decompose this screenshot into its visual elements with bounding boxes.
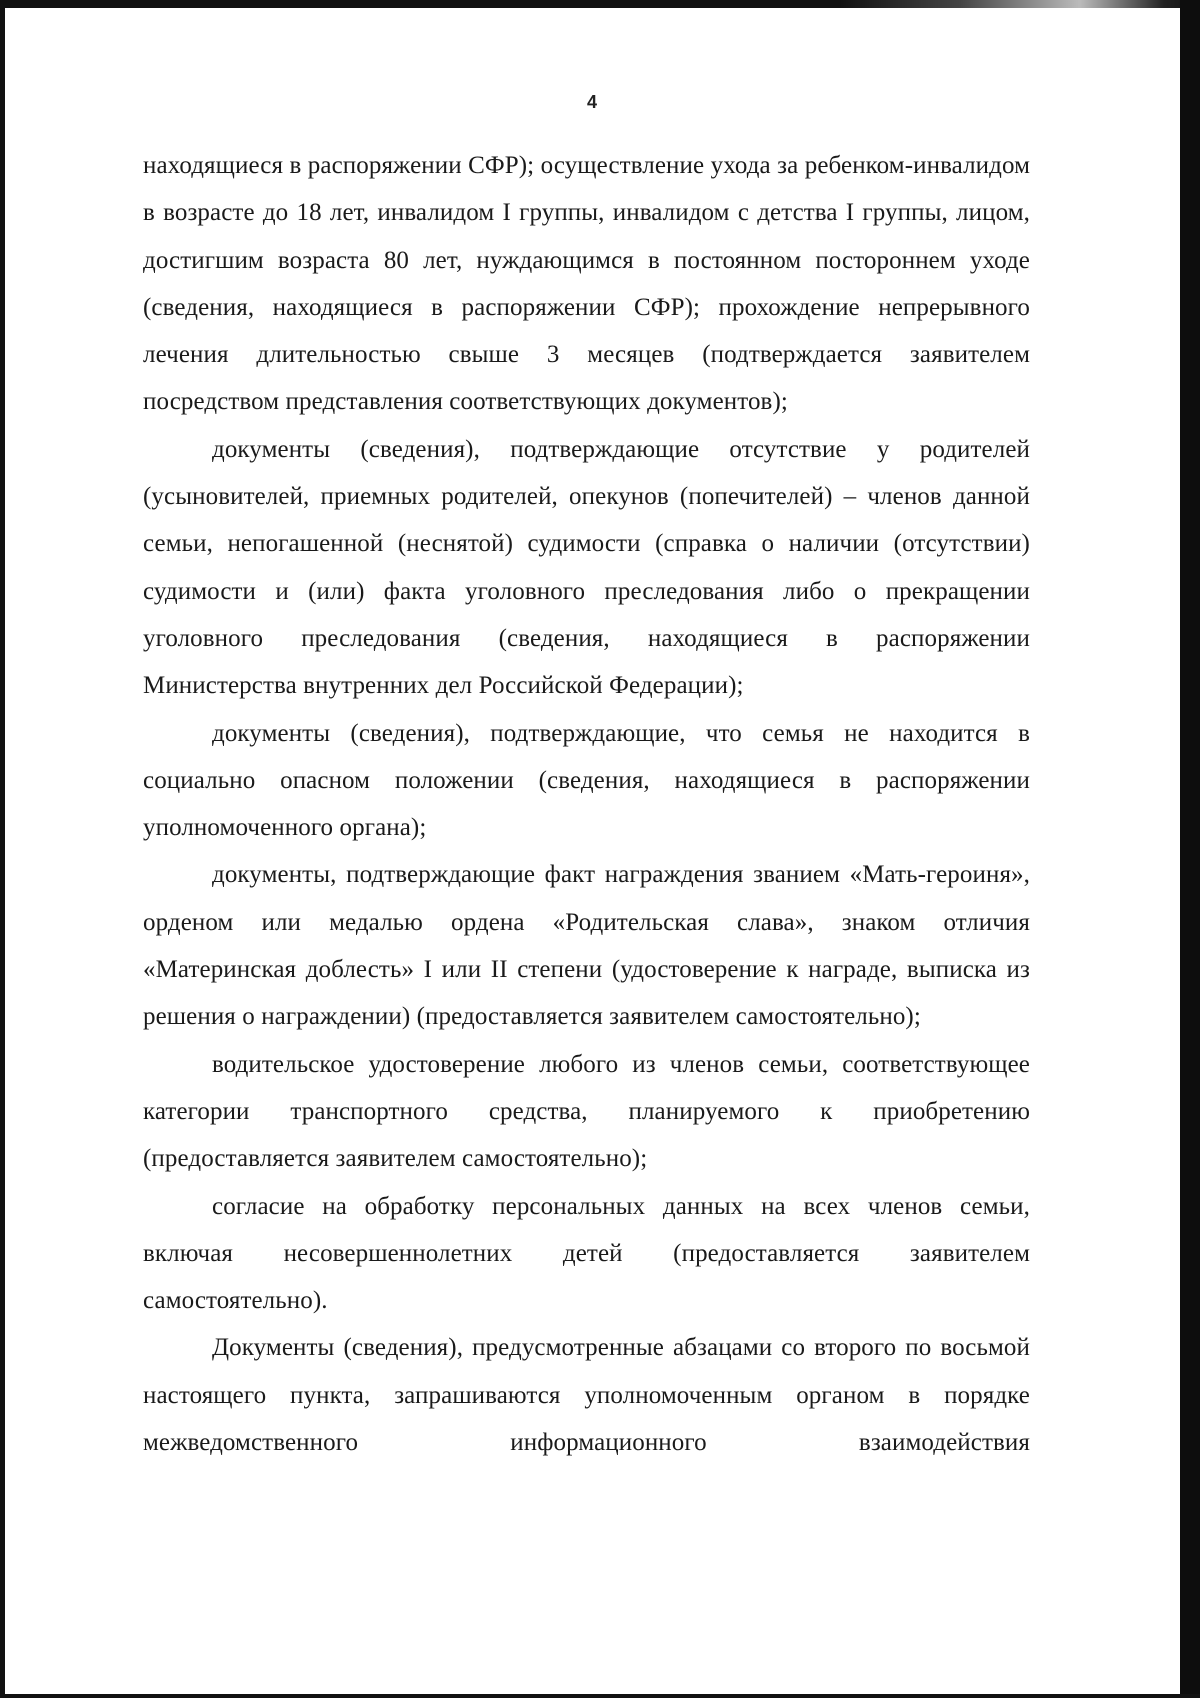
page-number: 4 — [586, 92, 597, 112]
paragraph-2: документы (сведения), подтверждающие отсутствие у родителей (усыновителей, приемных родителей, опекунов (попечителей) – членов данной семьи, непогашенной (неснятой) судимости (справка о наличии (отсутствии) судимости и (или) факта уголовного преследования либо о прекращении уголовного преследования (сведения, находящиеся в распоряжении Министерства внутренних дел Российской Федерации); — [143, 435, 1030, 700]
scan-border-right — [1180, 0, 1200, 1698]
paragraph-3: документы (сведения), подтверждающие, что семья не находится в социально опасном положении (сведения, находящиеся в распоряжении уполномоченного органа); — [143, 719, 1030, 842]
paragraph-7: Документы (сведения), предусмотренные абзацами со второго по восьмой настоящего пункта, запрашиваются уполномоченным органом в порядке межведомственного информационного взаимодействия — [143, 1334, 1030, 1457]
document-body — [143, 142, 1030, 1466]
scan-border-top — [0, 0, 1200, 8]
scan-border-bottom — [0, 1694, 1200, 1698]
paragraph-1: находящиеся в распоряжении СФР); осуществление ухода за ребенком-инвалидом в возрасте до 18 лет, инвалидом I группы, инвалидом с детства I группы, лицом, достигшим возраста 80 лет, нуждающимся в постоянном постороннем уходе (сведения, находящиеся в распоряжении СФР); прохождение непрерывного лечения длительностью свыше 3 месяцев (подтверждается заявителем посредством представления соответствующих документов); — [143, 152, 1030, 416]
paragraph-6: согласие на обработку персональных данных на всех членов семьи, включая несовершеннолетних детей (предоставляется заявителем самостоятельно). — [143, 1192, 1030, 1315]
paragraph-4: документы, подтверждающие факт награждения званием «Мать-героиня», орденом или медалью ордена «Родительская слава», знаком отличия «Материнская доблесть» I или II степени (удостоверение к награде, выписка из решения о награждении) (предоставляется заявителем самостоятельно); — [143, 861, 1030, 1031]
paragraph-5: водительское удостоверение любого из членов семьи, соответствующее категории транспортного средства, планируемого к приобретению (предоставляется заявителем самостоятельно); — [143, 1050, 1030, 1173]
scan-border-left — [0, 0, 5, 1698]
